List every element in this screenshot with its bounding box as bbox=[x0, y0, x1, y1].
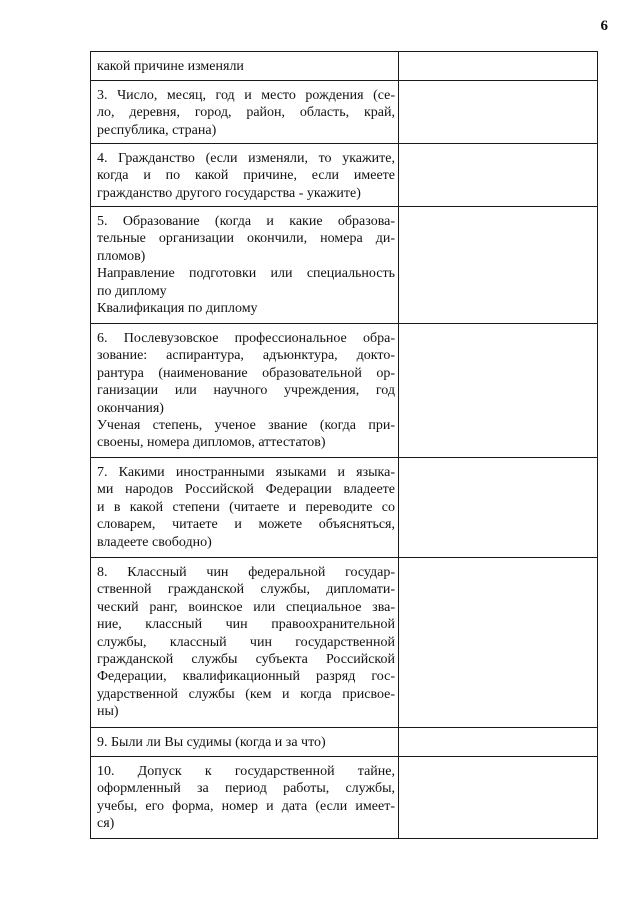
question-text-line: 7. Какими иностранными языками и языка- bbox=[97, 465, 395, 480]
question-text-line: ганизации или научного учреждения, год bbox=[97, 383, 395, 399]
answer-cell[interactable] bbox=[399, 558, 598, 728]
question-text-line: 9. Были ли Вы судимы (когда и за что) bbox=[97, 735, 326, 750]
question-text-line: владеете свободно) bbox=[97, 534, 212, 550]
question-text-line: 4. Гражданство (если изменяли, то укажите, bbox=[97, 151, 395, 166]
question-text-line: учебы, его форма, номер и дата (если имеет- bbox=[97, 798, 395, 814]
question-text-line: 5. Образование (когда и какие образова- bbox=[97, 214, 395, 229]
question-text-line: окончания) bbox=[97, 400, 164, 416]
question-text-line: гражданство другого государства - укажите) bbox=[97, 185, 361, 201]
question-cell bbox=[91, 728, 399, 757]
question-cell bbox=[91, 558, 399, 728]
question-text-line: пломов) bbox=[97, 248, 146, 264]
question-text-line: ние, классный чин правоохранительной bbox=[97, 617, 395, 633]
question-text-line: какой причине изменяли bbox=[97, 59, 244, 74]
question-text-line: 8. Классный чин федеральной государ- bbox=[97, 565, 395, 580]
question-text-line: ся) bbox=[97, 816, 115, 832]
question-text-line: рантура (наименование образовательной ор- bbox=[97, 365, 395, 381]
answer-cell[interactable] bbox=[399, 757, 598, 839]
questionnaire-row bbox=[91, 144, 598, 207]
page-number: 6 bbox=[600, 18, 608, 34]
question-text-line: ственной гражданской службы, дипломати- bbox=[97, 582, 395, 598]
question-text-line: Ученая степень, ученое звание (когда при- bbox=[97, 418, 395, 434]
question-cell bbox=[91, 52, 399, 81]
question-cell bbox=[91, 458, 399, 558]
answer-cell[interactable] bbox=[399, 81, 598, 144]
question-text-line: зование: аспирантура, адъюнктура, докто- bbox=[97, 348, 395, 364]
question-cell bbox=[91, 324, 399, 458]
answer-cell[interactable] bbox=[399, 207, 598, 324]
question-text-line: ческий ранг, воинское или специальное зва- bbox=[97, 599, 395, 615]
question-cell bbox=[91, 757, 399, 839]
question-text-line: словарем, читаете и можете объясняться, bbox=[97, 517, 395, 533]
question-text-line: ны) bbox=[97, 704, 119, 720]
question-text-line: и в какой степени (читаете и переводите со bbox=[97, 499, 395, 515]
answer-cell[interactable] bbox=[399, 324, 598, 458]
answer-cell[interactable] bbox=[399, 458, 598, 558]
question-cell bbox=[91, 144, 399, 207]
question-text-line: ло, деревня, город, район, область, край, bbox=[97, 105, 395, 121]
question-cell bbox=[91, 81, 399, 144]
question-text-line: Квалификация по диплому bbox=[97, 301, 258, 317]
questionnaire-row bbox=[91, 324, 598, 458]
questionnaire-row bbox=[91, 757, 598, 839]
answer-cell[interactable] bbox=[399, 144, 598, 207]
question-text-line: своены, номера дипломов, аттестатов) bbox=[97, 435, 326, 451]
question-text-line: гражданской службы субъекта Российской bbox=[97, 652, 395, 668]
question-text-line: республика, страна) bbox=[97, 122, 217, 138]
questionnaire-row bbox=[91, 458, 598, 558]
questionnaire-row bbox=[91, 81, 598, 144]
question-cell bbox=[91, 207, 399, 324]
question-text-line: ударственной службы (кем и когда присвое- bbox=[97, 686, 395, 702]
question-text-line: Федерации, квалификационный разряд гос- bbox=[97, 669, 395, 685]
question-text-line: 10. Допуск к государственной тайне, bbox=[97, 764, 395, 779]
answer-cell[interactable] bbox=[399, 52, 598, 81]
questionnaire-row bbox=[91, 52, 598, 81]
question-text-line: службы, классный чин государственной bbox=[97, 634, 395, 650]
question-text-line: когда и по какой причине, если имеете bbox=[97, 168, 395, 184]
question-text-line: 3. Число, месяц, год и место рождения (се- bbox=[97, 88, 395, 103]
question-text-line: Направление подготовки или специальность bbox=[97, 266, 395, 282]
question-text-line: оформленный за период работы, службы, bbox=[97, 781, 395, 797]
answer-cell[interactable] bbox=[399, 728, 598, 757]
question-text-line: 6. Послевузовское профессиональное обра- bbox=[97, 331, 395, 346]
questionnaire-row bbox=[91, 558, 598, 728]
questionnaire-row bbox=[91, 207, 598, 324]
question-text-line: по диплому bbox=[97, 283, 167, 299]
personal-questionnaire-table bbox=[90, 51, 598, 839]
question-text-line: тельные организации окончили, номера ди- bbox=[97, 231, 395, 247]
questionnaire-row bbox=[91, 728, 598, 757]
question-text-line: ми народов Российской Федерации владеете bbox=[97, 482, 395, 498]
